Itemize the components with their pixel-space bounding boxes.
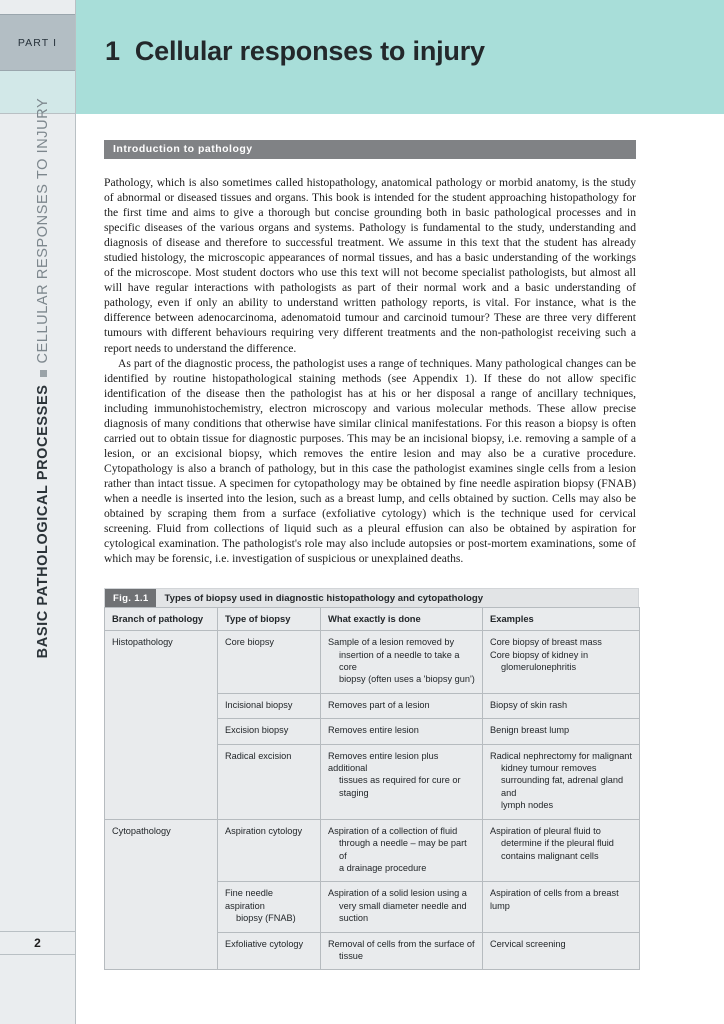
square-bullet-icon	[40, 371, 47, 378]
cell-examples: Benign breast lump	[483, 719, 640, 744]
cell-done: Removes entire lesion plus additional tissues as required for cure or staging	[321, 744, 483, 819]
cell-examples: Aspiration of cells from a breast lump	[483, 882, 640, 932]
main-content	[104, 140, 636, 970]
section-heading: Introduction to pathology	[104, 140, 636, 159]
table-body	[105, 631, 640, 970]
cell-examples: Cervical screening	[483, 932, 640, 970]
figure-label-badge: Fig. 1.1	[105, 589, 156, 607]
chapter-header-band	[76, 0, 724, 114]
table-row	[105, 819, 640, 882]
cell-done: Aspiration of a solid lesion using a very small diameter needle and suction	[321, 882, 483, 932]
chapter-number: 1	[105, 36, 120, 66]
part-badge: PART I	[0, 14, 75, 71]
cell-done: Removes part of a lesion	[321, 693, 483, 718]
cell-branch: Cytopathology	[105, 819, 218, 970]
column-header-examples: Examples	[483, 608, 640, 631]
column-header-done: What exactly is done	[321, 608, 483, 631]
column-header-branch: Branch of pathology	[105, 608, 218, 631]
cell-examples: Radical nephrectomy for malignant kidney tumour removes surrounding fat, adrenal gland and lymph nodes	[483, 744, 640, 819]
figure-caption	[104, 588, 639, 607]
cell-done: Sample of a lesion removed by insertion of a needle to take a core biopsy (often uses a 'biopsy gun')	[321, 631, 483, 694]
cell-type: Radical excision	[218, 744, 321, 819]
chapter-title-text: Cellular responses to injury	[134, 36, 485, 66]
page-number: 2	[0, 931, 75, 955]
cell-done: Aspiration of a collection of fluid through a needle – may be part of a drainage procedure	[321, 819, 483, 882]
cell-type: Aspiration cytology	[218, 819, 321, 882]
cell-type: Fine needle aspiration biopsy (FNAB)	[218, 882, 321, 932]
cell-examples: Biopsy of skin rash	[483, 693, 640, 718]
cell-branch: Histopathology	[105, 631, 218, 819]
cell-done: Removes entire lesion	[321, 719, 483, 744]
cell-done: Removal of cells from the surface of tissue	[321, 932, 483, 970]
table-row	[105, 631, 640, 694]
left-margin-column	[0, 0, 76, 1024]
page-title	[105, 36, 485, 67]
cell-type: Incisional biopsy	[218, 693, 321, 718]
column-header-type: Type of biopsy	[218, 608, 321, 631]
figure-biopsy-table	[104, 588, 639, 970]
body-paragraph-2: As part of the diagnostic process, the pathologist uses a range of techniques. Many pathological changes can be identified by routine histopathological staining methods (see Appendix 1). If these do not allow specific identification of the disease then the pathologist has at his or her disposal a range of ancillary techniques, including immunohistochemistry, electron microscopy and various molecular methods. These allow precise diagnosis of many conditions that otherwise have similar clinical manifestations. For this reason a biopsy is often carried out to obtain tissue for diagnostic purposes. This may be an incisional biopsy, i.e. removing a sample of a lesion, or an excisional biopsy, which removes the entire lesion and may also be a curative procedure. Cytopathology is also a branch of pathology, but in this case the pathologist examines single cells from a lesion rather than intact tissue. A specimen for cytopathology may be obtained by fine needle aspiration biopsy (FNAB) when a needle is inserted into the lesion, such as a breast lump, and cells obtained by suction. Cells may also be obtained by scraping them from a surface (exfoliative cytology) which is the technique used for cervical screening. Fluid from collections of liquid such as a pleural effusion can also be obtained by aspiration for cytological examination. The pathologist's role may also include autopsies or post-mortem examinations, some of which may be forensic, i.e. investigation of suspicious or unexplained deaths.	[104, 356, 636, 566]
running-head-chapter: CELLULAR RESPONSES TO INJURY	[35, 97, 51, 364]
biopsy-types-table	[104, 607, 640, 970]
figure-title: Types of biopsy used in diagnostic histopathology and cytopathology	[164, 592, 484, 604]
cell-type: Exfoliative cytology	[218, 932, 321, 970]
cell-type: Excision biopsy	[218, 719, 321, 744]
table-header-row	[105, 608, 640, 631]
cell-examples: Aspiration of pleural fluid to determine if the pleural fluid contains malignant cells	[483, 819, 640, 882]
cell-type: Core biopsy	[218, 631, 321, 694]
running-head-part: BASIC PATHOLOGICAL PROCESSES	[35, 384, 51, 659]
running-head-vertical	[5, 58, 81, 698]
cell-examples: Core biopsy of breast mass Core biopsy of kidney in glomerulonephritis	[483, 631, 640, 694]
body-paragraph-1: Pathology, which is also sometimes called histopathology, anatomical pathology or morbid anatomy, is the study of abnormal or diseased tissues and organs. This book is intended for the student approaching histopathology for the first time and aims to give a thorough but concise grounding both in basic pathological processes and in specific diseases of the various organs and systems. Pathology is fundamental to the study, understanding and diagnosis of disease and therefore to successful treatment. We assume in this text that the student has already studied histology, the microscopic appearances of normal tissues, and has a basic understanding of the workings of the microscope. Most student doctors who use this text will not become specialist pathologists, but almost all will have regular interactions with pathologists as part of their normal work and a basic understanding of pathology, even if only an ability to understand written pathology reports, is vital. For instance, what is the difference between adenocarcinoma, adenomatoid tumour and carcinoid tumour? These are three very different tumours with different behaviours requiring very different treatments and the non-pathologist receiving such a report needs to understand the difference.	[104, 176, 636, 355]
